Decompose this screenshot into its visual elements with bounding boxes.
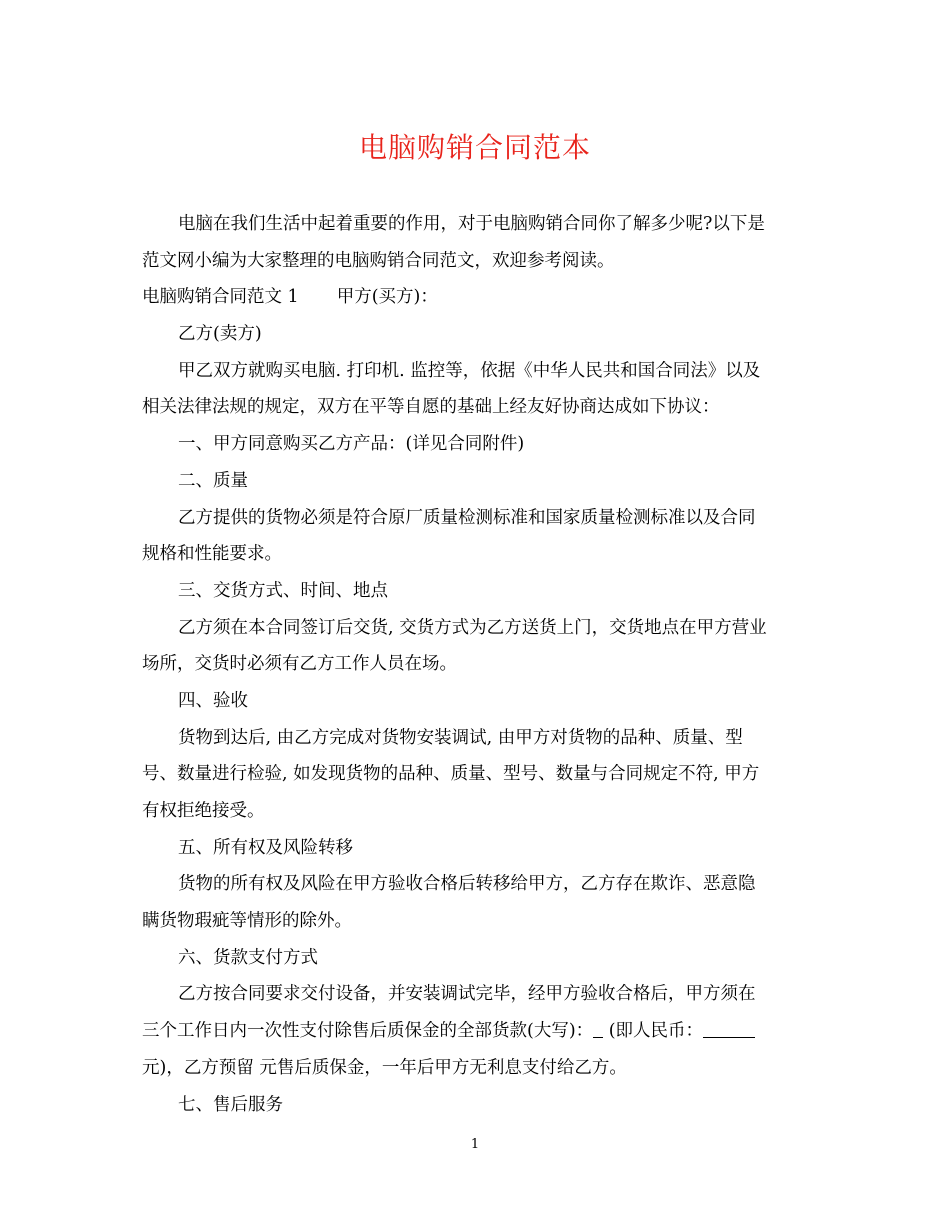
- paragraph-line: 乙方提供的货物必须是符合原厂质量检测标准和国家质量检测标准以及合同: [178, 507, 756, 528]
- paragraph-line: 甲乙双方就购买电脑. 打印机. 监控等，依据《中华人民共和国合同法》以及: [178, 360, 761, 381]
- rmb-blank-field: [703, 1019, 755, 1038]
- party-b-label: 乙方(卖方): [178, 324, 262, 345]
- clause-heading: 三、交货方式、时间、地点: [178, 580, 388, 601]
- paragraph-line: 有权拒绝接受。: [142, 801, 265, 821]
- paragraph-line: 元)，乙方预留 元售后质保金，一年后甲方无利息支付给乙方。: [142, 1057, 627, 1078]
- section-heading: 电脑购销合同范文 1: [142, 287, 299, 308]
- page-number: 1: [470, 1137, 480, 1152]
- paragraph-line: 货物的所有权及风险在甲方验收合格后转移给甲方，乙方存在欺诈、恶意隐: [178, 874, 756, 895]
- paragraph-line: 范文网小编为大家整理的电脑购销合同范文，欢迎参考阅读。: [142, 250, 615, 271]
- clause-heading: 四、验收: [178, 690, 248, 711]
- document-body: [142, 206, 810, 1123]
- clause-heading: 七、售后服务: [178, 1094, 283, 1115]
- amount-blank-field: [593, 1019, 603, 1038]
- paragraph-line: 瞒货物瑕疵等情形的除外。: [142, 911, 352, 932]
- party-a-label: 甲方(买方)：: [336, 287, 438, 308]
- document-title: 电脑购销合同范本: [358, 131, 591, 164]
- paragraph-line: 电脑在我们生活中起着重要的作用，对于电脑购销合同你了解多少呢?以下是: [178, 214, 765, 234]
- paragraph-line: 货物到达后, 由乙方完成对货物安装调试, 由甲方对货物的品种、质量、型: [178, 727, 743, 748]
- paragraph-line: 号、数量进行检验, 如发现货物的品种、质量、型号、数量与合同规定不符, 甲方: [142, 764, 760, 785]
- clause-heading: 六、货款支付方式: [178, 947, 318, 968]
- paragraph-line: 乙方须在本合同签订后交货, 交货方式为乙方送货上门，交货地点在甲方营业: [178, 617, 767, 638]
- clause-heading: 二、质量: [178, 470, 248, 491]
- paragraph-line: 规格和性能要求。: [142, 544, 282, 565]
- payment-text: 三个工作日内一次性支付除售后质保金的全部货款(大写)：: [142, 1021, 594, 1042]
- clause-heading: 一、甲方同意购买乙方产品：(详见合同附件): [178, 434, 525, 455]
- paragraph-line: 乙方按合同要求交付设备，并安装调试完毕，经甲方验收合格后，甲方须在: [178, 984, 756, 1005]
- paragraph-line: [142, 279, 810, 316]
- paragraph-line: 相关法律法规的规定，双方在平等自愿的基础上经友好协商达成如下协议：: [142, 397, 720, 418]
- rmb-label: (即人民币：: [608, 1021, 704, 1042]
- paragraph-line: 场所，交货时必须有乙方工作人员在场。: [142, 654, 457, 675]
- paragraph-line: [142, 1013, 810, 1050]
- clause-heading: 五、所有权及风险转移: [178, 837, 353, 858]
